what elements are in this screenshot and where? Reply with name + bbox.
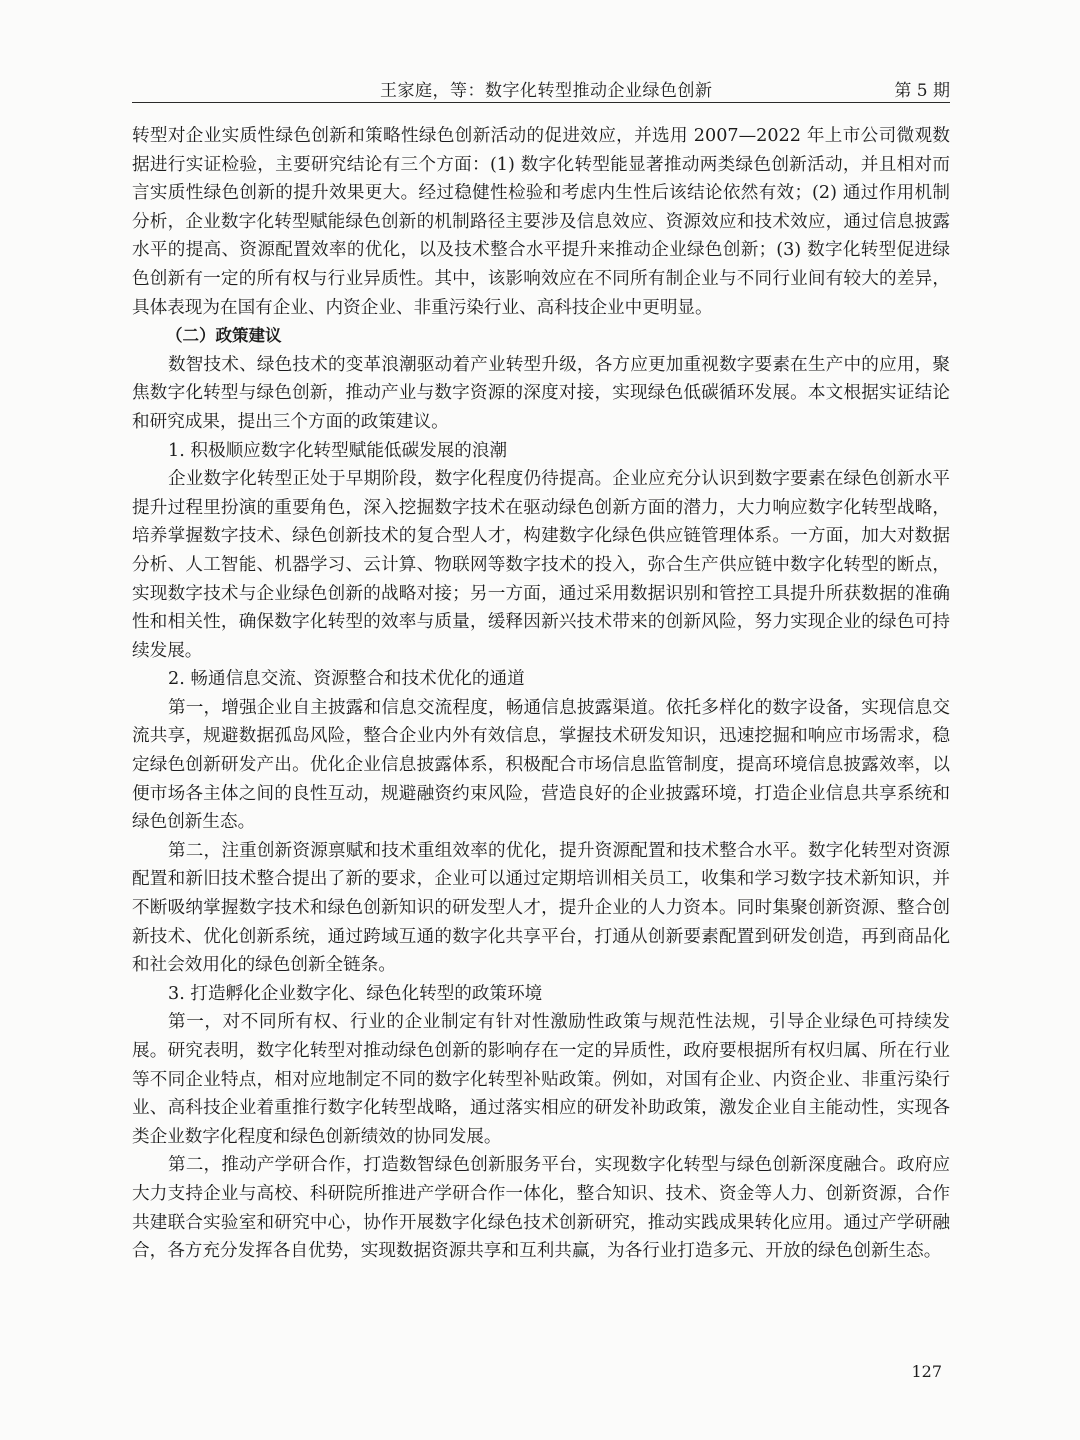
paragraph-sub1: 企业数字化转型正处于早期阶段，数字化程度仍待提高。企业应充分认识到数字要素在绿色创新水平提升过程里扮演的重要角色，深入挖掘数字技术在驱动绿色创新方面的潜力，大力响应数字化转型战略，培养掌握数字技术、绿色创新技术的复合型人才，构建数字化绿色供应链管理体系。一方面，加大对数据分析、人工智能、机器学习、云计算、物联网等数字技术的投入，弥合生产供应链中数字化转型的断点，实现数字技术与企业绿色创新的战略对接；另一方面，通过采用数据识别和管控工具提升所获数据的准确性和相关性，确保数字化转型的效率与质量，缓释因新兴技术带来的创新风险，努力实现企业的绿色可持续发展。 [132,469,950,661]
paragraph-sub3-first: 第一，对不同所有权、行业的企业制定有针对性激励性政策与规范性法规，引导企业绿色可持续发展。研究表明，数字化转型对推动绿色创新的影响存在一定的异质性，政府要根据所有权归属、所在行业等不同企业特点，相对应地制定不同的数字化转型补贴政策。例如，对国有企业、内资企业、非重污染行业、高科技企业着重推行数字化转型战略，通过落实相应的研发补助政策，激发企业自主能动性，实现各类企业数字化程度和绿色创新绩效的协同发展。 [132,1012,950,1147]
paragraph-sub3-second: 第二，推动产学研合作，打造数智绿色创新服务平台，实现数字化转型与绿色创新深度融合。政府应大力支持企业与高校、科研院所推进产学研合作一体化，整合知识、技术、资金等人力、创新资源，合作共建联合实验室和研究中心，协作开展数字化绿色技术创新研究，推动实践成果转化应用。通过产学研融合，各方充分发挥各自优势，实现数据资源共享和互利共赢，为各行业打造多元、开放的绿色创新生态。 [132,1155,950,1262]
subheading-3: 3. 打造孵化企业数字化、绿色化转型的政策环境 [168,983,543,1004]
running-header [132,74,950,103]
paragraph-conclusions: 转型对企业实质性绿色创新和策略性绿色创新活动的促进效应，并选用 2007—2022 年上市公司微观数据进行实证检验，主要研究结论有三个方面：(1) 数字化转型能显著推动两类绿色创新活动，并且相对而言实质性绿色创新的提升效果更大。经过稳健性检验和考虑内生性后该结论依然有效；(2) 通过作用机制分析，企业数字化转型赋能绿色创新的机制路径主要涉及信息效应、资源效应和技术效应，通过信息披露水平的提高、资源配置效率的优化，以及技术整合水平提升来推动企业绿色创新；(3) 数字化转型促进绿色创新有一定的所有权与行业异质性。其中，该影响效应在不同所有制企业与不同行业间有较大的差异，具体表现为在国有企业、内资企业、非重污染行业、高科技企业中更明显。 [132,126,950,318]
article-body [132,122,950,1266]
page-number: 127 [911,1362,942,1381]
subheading-1: 1. 积极顺应数字化转型赋能低碳发展的浪潮 [168,440,508,461]
subheading-2: 2. 畅通信息交流、资源整合和技术优化的通道 [168,669,525,690]
header-issue: 第 5 期 [894,81,950,101]
header-title: 王家庭，等：数字化转型推动企业绿色创新 [380,81,713,101]
paragraph-sub2-second: 第二，注重创新资源禀赋和技术重组效率的优化，提升资源配置和技术整合水平。数字化转型对资源配置和新旧技术整合提出了新的要求，企业可以通过定期培训相关员工，收集和学习数字技术新知识，并不断吸纳掌握数字技术和绿色创新知识的研发型人才，提升企业的人力资本。同时集聚创新资源、整合创新技术、优化创新系统，通过跨域互通的数字化共享平台，打通从创新要素配置到研发创造，再到商品化和社会效用化的绿色创新全链条。 [132,840,950,976]
paragraph-sub2-first: 第一，增强企业自主披露和信息交流程度，畅通信息披露渠道。依托多样化的数字设备，实现信息交流共享，规避数据孤岛风险，整合企业内外有效信息，掌握技术研发知识，迅速挖掘和响应市场需求，稳定绿色创新研发产出。优化企业信息披露体系，积极配合市场信息监管制度，提高环境信息披露效率，以便市场各主体之间的良性互动，规避融资约束风险，营造良好的企业披露环境，打造企业信息共享系统和绿色创新生态。 [132,697,950,833]
paragraph-policy-intro: 数智技术、绿色技术的变革浪潮驱动着产业转型升级，各方应更加重视数字要素在生产中的应用，聚焦数字化转型与绿色创新，推动产业与数字资源的深度对接，实现绿色低碳循环发展。本文根据实证结论和研究成果，提出三个方面的政策建议。 [132,354,950,432]
section-heading-policy: （二）政策建议 [166,326,282,346]
